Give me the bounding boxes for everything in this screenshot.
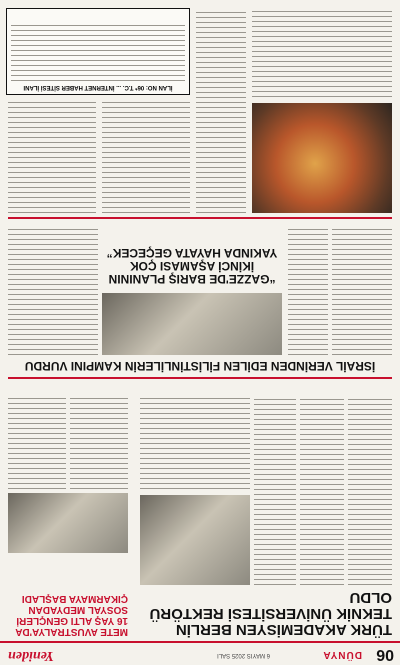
newspaper-logo: Yeniden: [8, 648, 54, 663]
fire-photo: [252, 103, 392, 213]
text-column: [252, 9, 392, 97]
main-headline: TÜRK AKADEMİSYEN BERLİN TEKNİK ÜNİVERSİTESİ REKTÖRÜ OLDU: [149, 589, 392, 638]
issue-date: 6 MAYIS 2025 SALI: [217, 652, 270, 658]
text-column: [70, 395, 128, 489]
page-number: 06: [376, 646, 394, 663]
text-column: [288, 225, 328, 355]
notice-body: [11, 21, 185, 81]
text-column: [348, 395, 392, 585]
text-column: [8, 101, 96, 213]
text-column: [102, 101, 190, 213]
israel-headline: İSRAİL VERİNDEN EDİLEN FİLİSTİNLİLERİN KAMPINI VURDU: [24, 359, 376, 373]
gaza-headline: “GAZZE'DE BARIŞ PLANININ İKİNCİ AŞAMASI ÇOK YAKINDA HAYATA GEÇECEK”: [106, 246, 278, 286]
official-notice-box: [6, 8, 190, 95]
divider: [8, 377, 392, 379]
academic-photo: [140, 495, 250, 585]
text-column: [332, 225, 392, 355]
notice-title: İLAN NO: 06* T.C. ... İNTERNET HABER SİTESİ İLANI: [23, 84, 173, 90]
section-label: DÜNYA: [322, 649, 362, 660]
side-headline: METE AVUSTRALYA'DA 16 YAŞ ALTI GENÇLERİ SOSYAL MEDYADAN ÇIKARMAYA BAŞLADI: [15, 593, 128, 637]
masthead: [0, 641, 400, 665]
text-column: [254, 395, 296, 585]
text-column: [140, 395, 250, 489]
text-column: [196, 9, 246, 213]
text-column: [8, 225, 98, 355]
camp-photo: [102, 293, 282, 355]
text-column: [300, 395, 344, 585]
divider: [8, 217, 392, 219]
side-photo: [8, 493, 128, 553]
text-column: [8, 395, 66, 489]
